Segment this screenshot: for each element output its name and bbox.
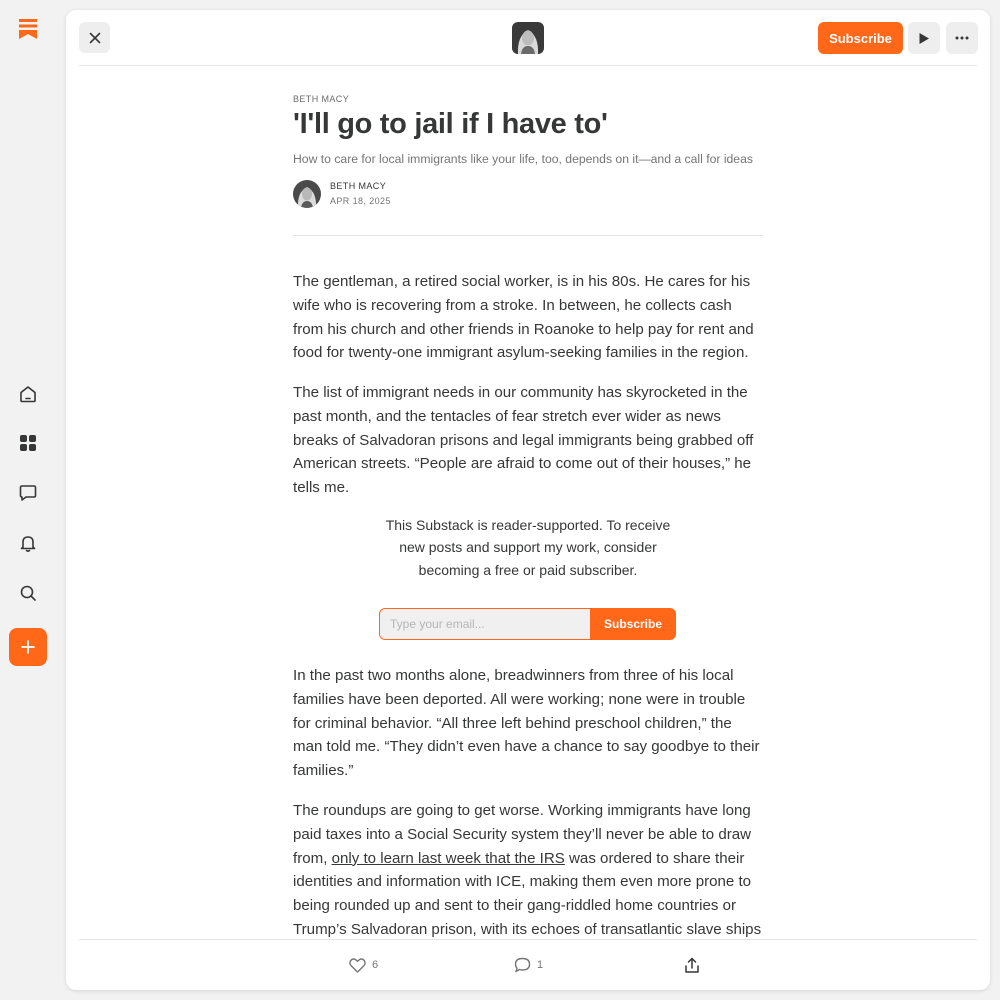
post-subtitle: How to care for local immigrants like your life, too, depends on it—and a call for ideas bbox=[293, 152, 753, 166]
author-avatar[interactable] bbox=[293, 180, 321, 208]
paragraph-1: The gentleman, a retired social worker, is in his 80s. He cares for his wife who is recovering from a stroke. In between, he collects cash from his church and other friends in Roanoke to help pay for rent and food for twenty-one immigrant asylum-seeking families in the region. bbox=[293, 273, 754, 362]
paragraph-3: In the past two months alone, breadwinners from three of his local families have been deported. All were working; none were in trouble for criminal behavior. “All three left behind preschool children,” the man told me. “They didn’t even have a chance to say goodbye to their families.” bbox=[293, 667, 760, 780]
create-post-button[interactable] bbox=[9, 628, 47, 666]
share-icon bbox=[684, 957, 700, 974]
subscribe-button[interactable]: Subscribe bbox=[818, 22, 903, 54]
email-subscribe-form bbox=[379, 608, 676, 640]
comments-button[interactable] bbox=[514, 954, 543, 976]
comment-count: 1 bbox=[537, 959, 544, 971]
paragraph-4-text-start: The roundups are going to get worse. Working immigrants have long paid taxes into a Social Security system they’ll never be able to draw from, bbox=[293, 802, 752, 867]
post-action-bar bbox=[79, 939, 977, 990]
header-divider bbox=[293, 235, 763, 236]
subscribe-widget bbox=[293, 514, 763, 631]
home-icon[interactable] bbox=[10, 376, 46, 412]
email-input[interactable] bbox=[379, 608, 590, 640]
email-subscribe-button[interactable]: Subscribe bbox=[590, 608, 676, 640]
ellipsis-icon bbox=[955, 36, 969, 40]
substack-logo-icon[interactable] bbox=[10, 11, 46, 47]
post-reader-panel bbox=[66, 10, 990, 990]
reader-topbar bbox=[79, 10, 977, 66]
sidebar bbox=[0, 0, 56, 1000]
close-icon bbox=[89, 32, 101, 44]
publication-avatar[interactable] bbox=[512, 22, 544, 54]
heart-icon bbox=[349, 958, 366, 973]
bell-icon[interactable] bbox=[10, 525, 46, 561]
paragraph-4-text-end: was ordered to share their identities and information with ICE, making them even more prone to being rounded up and sent to their gang-riddled home countries or Trump’s Salvadoran prison, with its echoes of transatlantic slave ships bbox=[293, 849, 762, 938]
like-button[interactable] bbox=[349, 954, 378, 976]
share-button[interactable] bbox=[684, 954, 700, 976]
author-name-link[interactable]: BETH MACY bbox=[330, 181, 387, 191]
close-button[interactable] bbox=[79, 22, 110, 53]
search-icon[interactable] bbox=[10, 575, 46, 611]
plus-icon bbox=[20, 639, 36, 655]
chat-icon[interactable] bbox=[10, 475, 46, 511]
comment-icon bbox=[514, 957, 531, 973]
byline bbox=[293, 180, 493, 210]
like-count: 6 bbox=[372, 959, 379, 971]
play-icon bbox=[918, 32, 930, 45]
post-title: 'I'll go to jail if I have to' bbox=[293, 108, 608, 140]
publication-name-link[interactable]: BETH MACY bbox=[293, 94, 350, 104]
listen-button[interactable] bbox=[908, 22, 940, 54]
subscribe-widget-text: This Substack is reader-supported. To receive new posts and support my work, consider becoming a free or paid subscriber. bbox=[385, 517, 671, 578]
more-options-button[interactable] bbox=[946, 22, 978, 54]
paragraph-2: The list of immigrant needs in our community has skyrocketed in the past month, and the tentacles of fear stretch ever wider as news breaks of Salvadoran prisons and legal immigrants being grabbed off American streets. “People are afraid to come out of their houses,” he tells me. bbox=[293, 384, 754, 497]
post-date: APR 18, 2025 bbox=[330, 196, 391, 206]
explore-grid-icon[interactable] bbox=[10, 425, 46, 461]
irs-article-link[interactable]: only to learn last week that the IRS bbox=[331, 849, 565, 867]
